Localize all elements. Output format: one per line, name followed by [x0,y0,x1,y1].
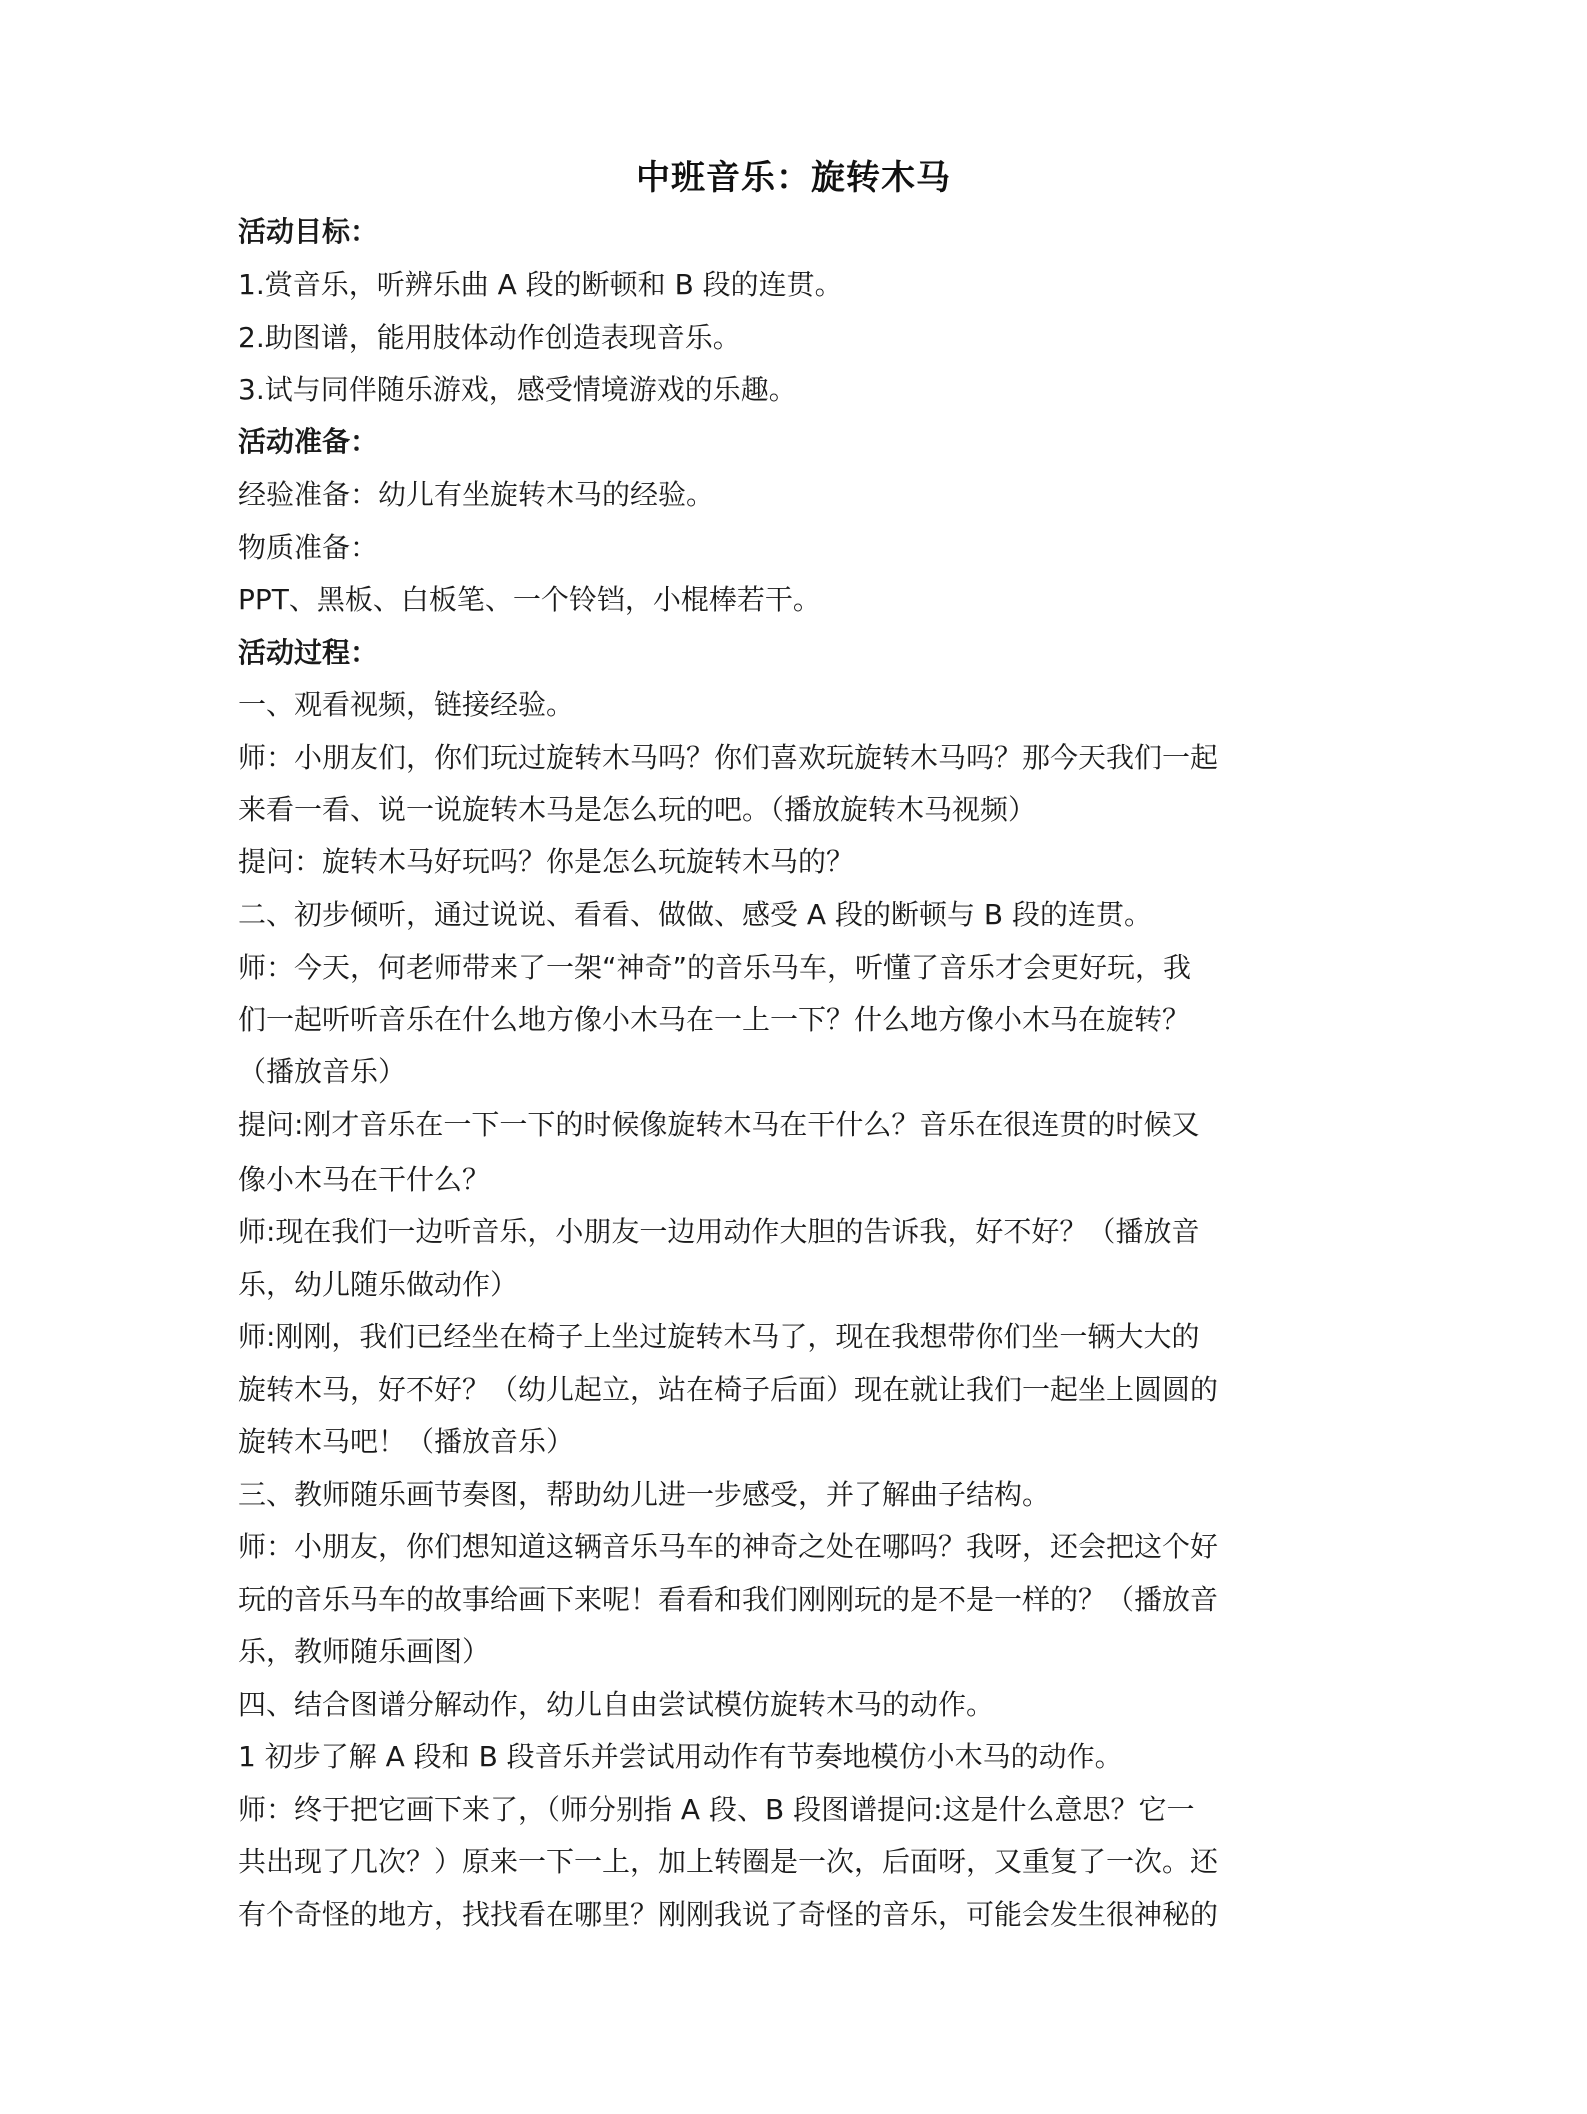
paragraph-line: PPT、黑板、白板笔、一个铃铛，小棍棒若干。 [238,583,821,616]
paragraph-line: 共出现了几次？）原来一下一上，加上转圈是一次，后面呀，又重复了一次。还 [238,1845,1219,1878]
paragraph-line: 们一起听听音乐在什么地方像小木马在一上一下？什么地方像小木马在旋转？ [238,1003,1191,1036]
paragraph-line: 玩的音乐马车的故事给画下来呢！看看和我们刚刚玩的是不是一样的？（播放音 [238,1583,1219,1616]
section-heading: 活动过程： [238,636,379,669]
paragraph-line: 3.试与同伴随乐游戏，感受情境游戏的乐趣。 [238,373,797,406]
paragraph-line: 2.助图谱，能用肢体动作创造表现音乐。 [238,321,741,354]
paragraph-line: 师：小朋友，你们想知道这辆音乐马车的神奇之处在哪吗？我呀，还会把这个好 [238,1530,1219,1563]
paragraph-line: 旋转木马吧！（播放音乐） [238,1425,575,1458]
paragraph-line: 乐，幼儿随乐做动作） [238,1268,519,1301]
paragraph-line: （播放音乐） [238,1055,407,1088]
paragraph-line: 三、教师随乐画节奏图，帮助幼儿进一步感受，并了解曲子结构。 [238,1478,1051,1511]
paragraph-line: 1 初步了解 A 段和 B 段音乐并尝试用动作有节奏地模仿小木马的动作。 [238,1740,1123,1773]
paragraph-line: 乐，教师随乐画图） [238,1635,491,1668]
paragraph-line: 提问：旋转木马好玩吗？你是怎么玩旋转木马的？ [238,845,855,878]
paragraph-line: 来看一看、说一说旋转木马是怎么玩的吧。（播放旋转木马视频） [238,793,1037,826]
paragraph-line: 师：终于把它画下来了，（师分别指 A 段、B 段图谱提问:这是什么意思？它一 [238,1793,1195,1826]
paragraph-line: 提问:刚才音乐在一下一下的时候像旋转木马在干什么？音乐在很连贯的时候又 [238,1108,1200,1141]
paragraph-line: 有个奇怪的地方，找找看在哪里？刚刚我说了奇怪的音乐，可能会发生很神秘的 [238,1898,1219,1931]
paragraph-line: 像小木马在干什么？ [238,1163,491,1196]
paragraph-line: 师:刚刚，我们已经坐在椅子上坐过旋转木马了，现在我想带你们坐一辆大大的 [238,1320,1200,1353]
paragraph-line: 师：小朋友们，你们玩过旋转木马吗？你们喜欢玩旋转木马吗？那今天我们一起 [238,741,1219,774]
paragraph-line: 一、观看视频，链接经验。 [238,688,575,721]
paragraph-line: 师:现在我们一边听音乐，小朋友一边用动作大胆的告诉我，好不好？（播放音 [238,1215,1200,1248]
paragraph-line: 师：今天，何老师带来了一架“神奇”的音乐马车，听懂了音乐才会更好玩，我 [238,951,1192,984]
section-heading: 活动准备： [238,425,379,458]
paragraph-line: 经验准备：幼儿有坐旋转木马的经验。 [238,478,715,511]
document-title: 中班音乐：旋转木马 [636,158,951,198]
paragraph-line: 物质准备： [238,531,379,564]
paragraph-line: 二、初步倾听，通过说说、看看、做做、感受 A 段的断顿与 B 段的连贯。 [238,898,1152,931]
section-heading: 活动目标： [238,215,379,248]
paragraph-line: 旋转木马，好不好？（幼儿起立，站在椅子后面）现在就让我们一起坐上圆圆的 [238,1373,1219,1406]
paragraph-line: 四、结合图谱分解动作，幼儿自由尝试模仿旋转木马的动作。 [238,1688,995,1721]
paragraph-line: 1.赏音乐，听辨乐曲 A 段的断顿和 B 段的连贯。 [238,268,843,301]
